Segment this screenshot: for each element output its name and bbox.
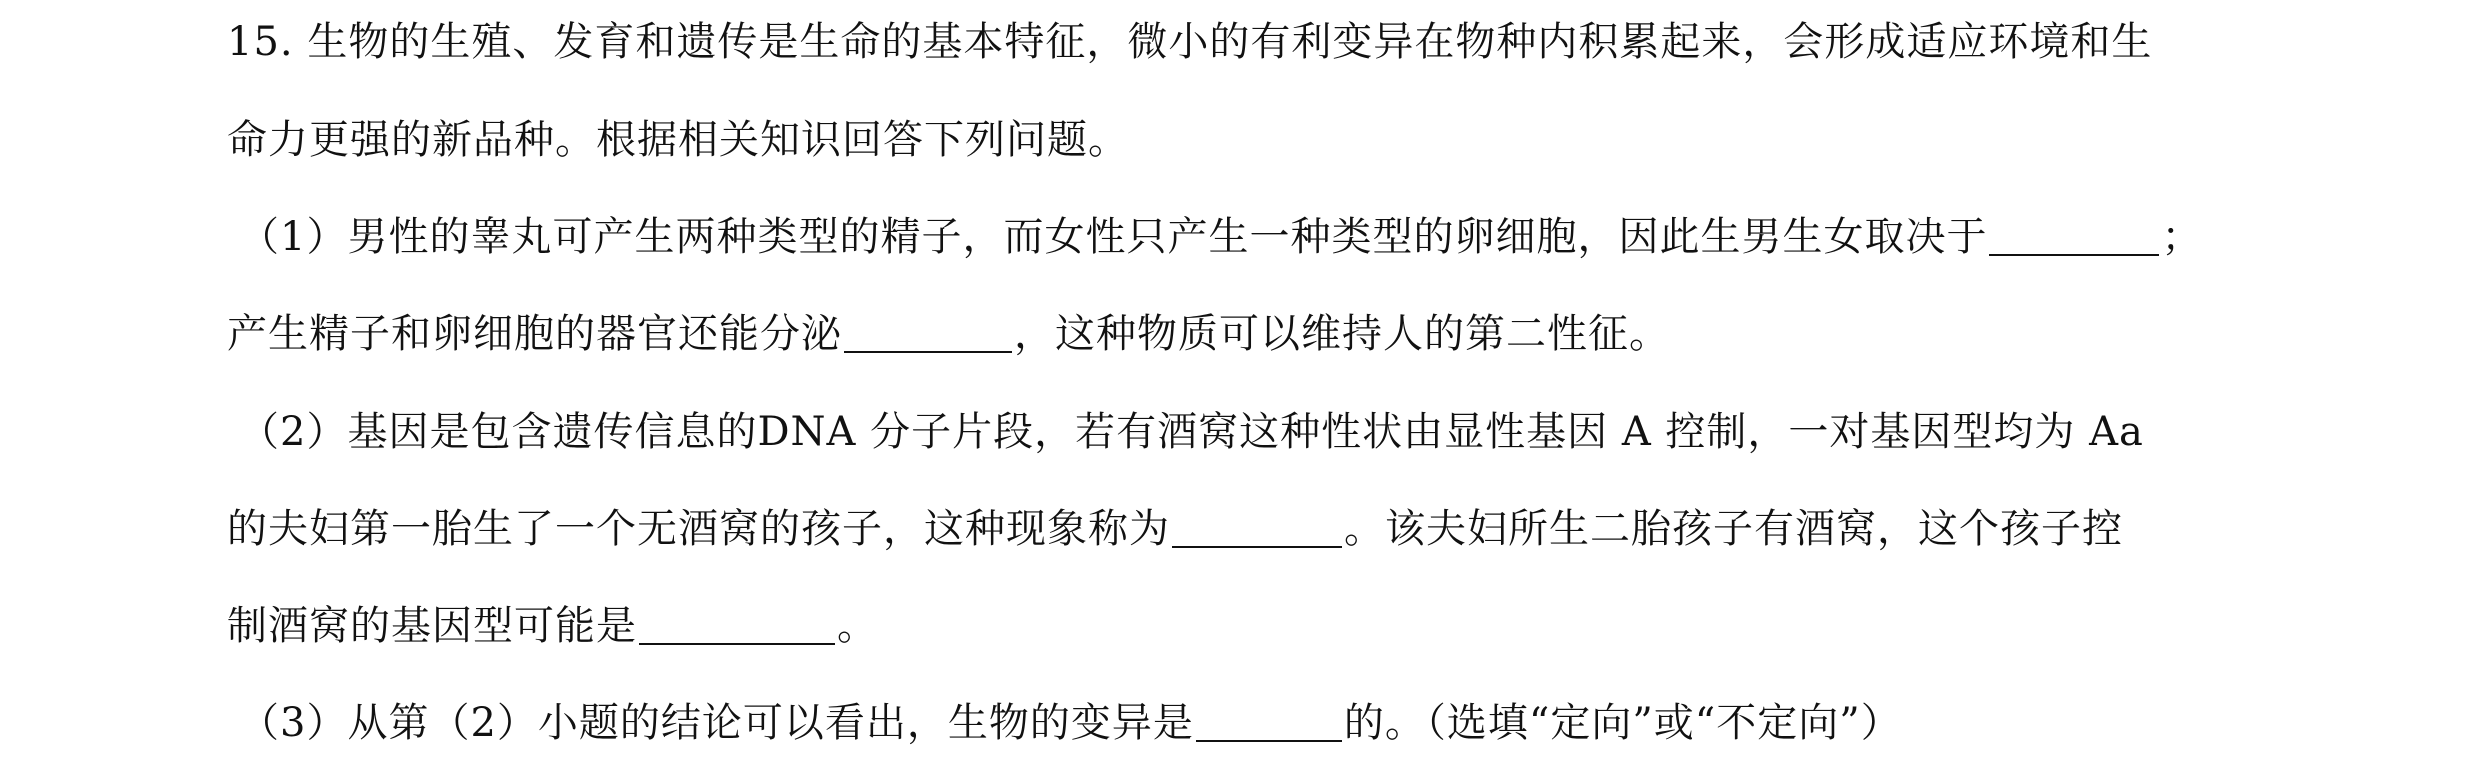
- part1-text-2-end: ，这种物质可以维持人的第二性征。: [1014, 311, 1670, 357]
- question-stem-text-1: 15. 生物的生殖、发育和遗传是生命的基本特征，微小的有利变异在物种内积累起来，会形成适应环境和生: [227, 19, 2153, 65]
- part3-text-start: （3）从第（2）小题的结论可以看出，生物的变异是: [239, 700, 1194, 746]
- answer-blank-2[interactable]: [844, 311, 1012, 353]
- part1-line-2: [227, 306, 1670, 362]
- answer-blank-3[interactable]: [1172, 506, 1342, 548]
- part2-text-2-start: 的夫妇第一胎生了一个无酒窝的孩子，这种现象称为: [227, 506, 1170, 552]
- part2-line-3: [227, 598, 878, 654]
- part1-text-2-start: 产生精子和卵细胞的器官还能分泌: [227, 311, 842, 357]
- part1-text-1-end: ；: [2161, 214, 2203, 260]
- question-stem-line-1: [227, 14, 2152, 70]
- part2-text-3-end: 。: [837, 603, 878, 649]
- question-stem-text-2: 命力更强的新品种。根据相关知识回答下列问题。: [227, 117, 1129, 163]
- part2-line-1: [239, 404, 2144, 460]
- part3-text-end: 的。（选填“定向”或“不定向”）: [1343, 700, 1902, 746]
- answer-blank-5[interactable]: [1196, 700, 1342, 742]
- part1-line-1: [239, 209, 2202, 265]
- part2-text-1: （2）基因是包含遗传信息的DNA 分子片段，若有酒窝这种性状由显性基因 A 控制，一对基因型均为 Aa: [239, 409, 2144, 455]
- part2-line-2: [227, 501, 2123, 557]
- part2-text-2-end: 。该夫妇所生二胎孩子有酒窝，这个孩子控: [1344, 506, 2123, 552]
- answer-blank-4[interactable]: [639, 603, 835, 645]
- part3-line: [239, 695, 1902, 751]
- question-stem-line-2: [227, 112, 1129, 168]
- part2-text-3-start: 制酒窝的基因型可能是: [227, 603, 637, 649]
- answer-blank-1[interactable]: [1989, 214, 2159, 256]
- part1-text-1: （1）男性的睾丸可产生两种类型的精子，而女性只产生一种类型的卵细胞，因此生男生女取决于: [239, 214, 1988, 260]
